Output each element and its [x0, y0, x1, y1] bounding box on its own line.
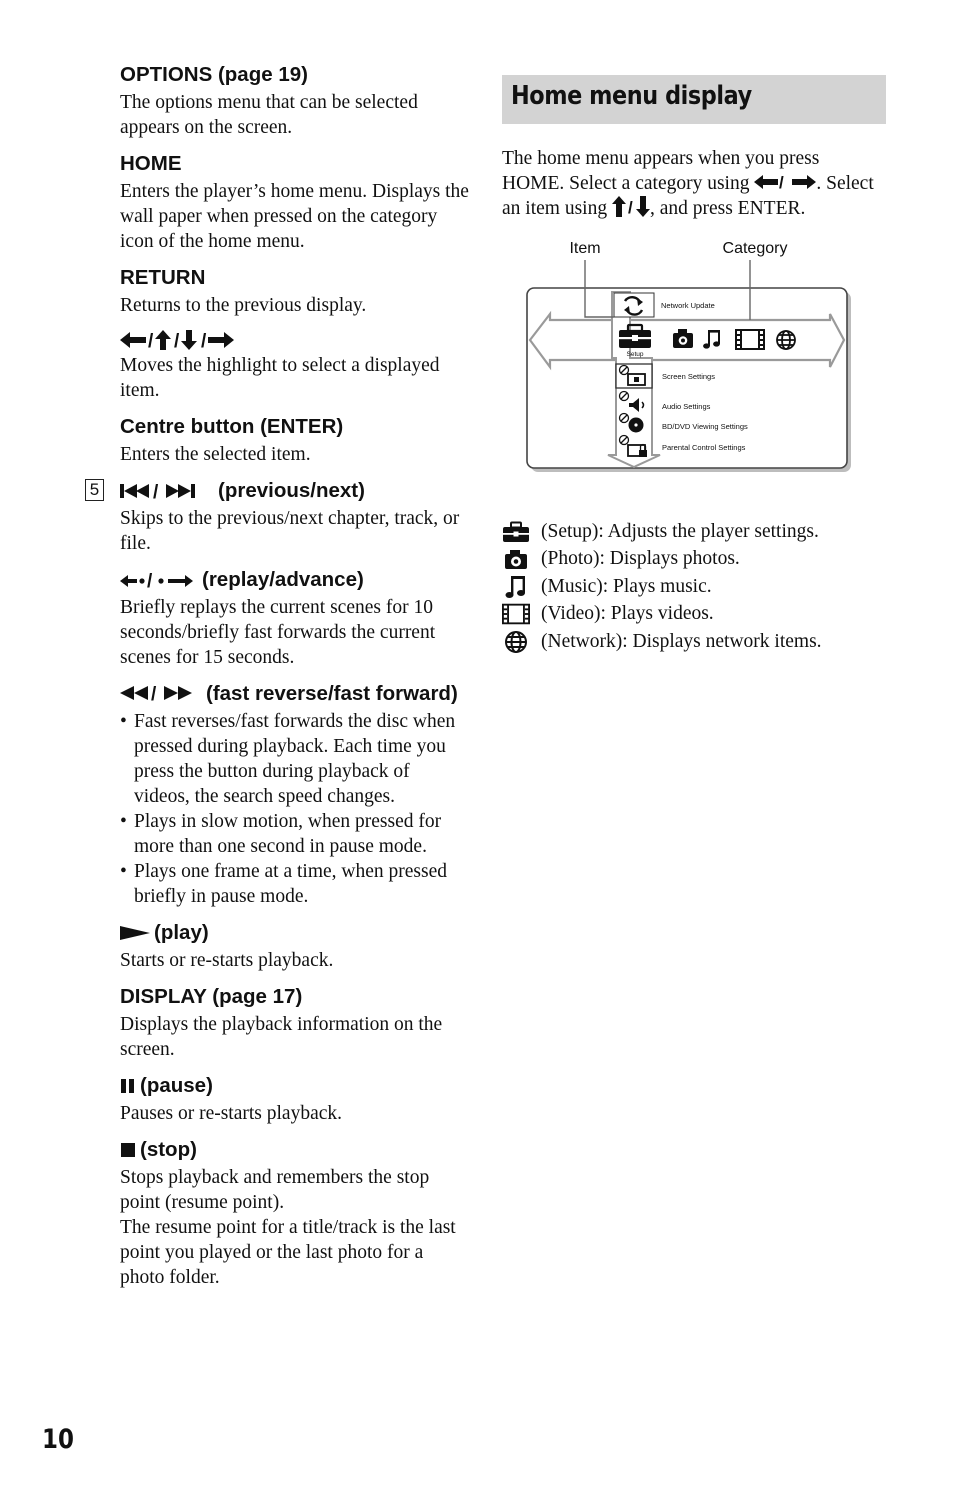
replay-advance-label: (replay/advance) [202, 568, 364, 591]
svg-text:/: / [153, 482, 159, 501]
play-icon [120, 923, 150, 943]
stop-section [120, 1137, 470, 1290]
legend-network-text: (Network): Displays network items. [541, 630, 822, 652]
list-item [502, 518, 902, 546]
list-item [502, 573, 902, 601]
play-section [120, 920, 470, 973]
home-menu-diagram [502, 230, 886, 490]
list-item [502, 628, 902, 656]
network-globe-icon [502, 630, 530, 654]
legend-photo-text: (Photo): Displays photos. [541, 548, 740, 570]
fast-label: (fast reverse/fast forward) [206, 682, 458, 705]
left-up-down-right-arrows-icon [120, 329, 234, 351]
prev-next-description: Skips to the previous/next chapter, track, or file. [120, 508, 460, 554]
return-heading: RETURN [120, 266, 206, 289]
centre-heading: Centre button (ENTER) [120, 415, 344, 438]
stop-resume-note: The resume point for a title/track is the last point you played or the last photo for a photo folder. [120, 1217, 456, 1288]
svg-text:/: / [174, 331, 180, 351]
intro-text-3: , and press ENTER. [649, 198, 806, 219]
stop-description: Stops playback and remembers the stop point (resume point). [120, 1167, 430, 1213]
category-legend [502, 518, 902, 656]
item-audio-settings: Audio Settings [662, 402, 711, 411]
options-description: The options menu that can be selected appears on the screen. [120, 92, 418, 138]
pause-section [120, 1073, 470, 1126]
item-parental-control-settings: Parental Control Settings [662, 443, 746, 452]
arrows-section [120, 329, 470, 403]
stop-heading [120, 1137, 470, 1163]
pause-description: Pauses or re-starts playback. [120, 1103, 343, 1124]
network-update-label: Network Update [661, 301, 715, 310]
previous-next-icon [120, 481, 214, 501]
replay-advance-heading [120, 567, 470, 593]
music-note-icon [502, 575, 530, 599]
pause-label: (pause) [140, 1074, 213, 1097]
list-item: • Fast reverses/fast forwards the disc when pressed during playback. Each time you press the button during playback of videos, the search speed changes. [120, 709, 470, 809]
replay-advance-section [120, 567, 470, 670]
legend-music-text: (Music): Plays music. [541, 575, 712, 597]
display-section [120, 984, 470, 1062]
arrows-heading [120, 329, 470, 351]
fast-heading [120, 681, 470, 707]
options-section [120, 62, 470, 140]
item-callout-label: Item [569, 240, 601, 257]
up-down-arrows-icon [612, 196, 650, 217]
fast-bullet-list [120, 709, 470, 909]
return-description: Returns to the previous display. [120, 295, 367, 316]
replay-advance-icon [120, 570, 198, 590]
legend-setup-text: (Setup): Adjusts the player settings. [541, 520, 819, 542]
stop-icon [120, 1141, 136, 1159]
setup-toolbox-icon [502, 520, 530, 544]
step-number-box: 5 [85, 479, 104, 501]
list-item: • Plays one frame at a time, when pressed briefly in pause mode. [120, 859, 470, 909]
home-section [120, 151, 470, 254]
home-description: Enters the player’s home menu. Displays the wall paper when pressed on the category icon of the home menu. [120, 181, 469, 252]
item-bd-dvd-viewing-settings: BD/DVD Viewing Settings [662, 422, 748, 431]
section-title-bar [502, 75, 886, 124]
setup-category-label: Setup [626, 351, 644, 358]
options-heading: OPTIONS (page 19) [120, 63, 308, 86]
pause-icon [120, 1077, 136, 1095]
item-screen-settings: Screen Settings [662, 372, 715, 381]
play-heading [120, 920, 470, 946]
home-menu-screen-illustration [502, 230, 886, 490]
fast-section [120, 681, 470, 909]
display-heading: DISPLAY (page 17) [120, 985, 303, 1008]
category-callout-label: Category [722, 240, 788, 257]
return-section [120, 265, 470, 318]
svg-text:/: / [151, 684, 157, 703]
intro-text-2: . Select an item using [502, 173, 874, 219]
play-label: (play) [154, 921, 209, 944]
play-description: Starts or re-starts playback. [120, 950, 334, 971]
photo-camera-icon [502, 547, 530, 571]
arrows-description: Moves the highlight to select a displayed item. [120, 355, 440, 401]
list-item [502, 546, 902, 574]
prev-next-section [89, 478, 470, 556]
intro-text-1: The home menu appears when you press HOME. Select a category using [502, 148, 820, 194]
section-title: Home menu display [511, 81, 752, 111]
list-item: • Plays in slow motion, when pressed for more than one second in pause mode. [120, 809, 470, 859]
left-right-arrows-icon [754, 174, 816, 190]
list-item [502, 601, 902, 629]
fast-reverse-forward-icon [120, 683, 202, 703]
centre-description: Enters the selected item. [120, 444, 311, 465]
svg-text:/: / [201, 331, 207, 351]
svg-text:/: / [779, 174, 785, 190]
video-film-icon [502, 602, 530, 626]
centre-section [120, 414, 470, 467]
prev-next-heading [120, 478, 470, 504]
page-number: 10 [42, 1424, 74, 1455]
right-column [502, 75, 886, 221]
home-heading: HOME [120, 152, 182, 175]
pause-heading [120, 1073, 470, 1099]
svg-text:/: / [627, 198, 633, 217]
left-column [89, 62, 470, 1301]
svg-text:/: / [147, 571, 153, 590]
replay-advance-description: Briefly replays the current scenes for 10 seconds/briefly fast forwards the current scenes for 15 seconds. [120, 597, 436, 668]
prev-next-label: (previous/next) [218, 479, 365, 502]
stop-label: (stop) [140, 1138, 197, 1161]
legend-video-text: (Video): Plays videos. [541, 603, 714, 625]
svg-text:/: / [148, 331, 154, 351]
home-menu-intro [502, 146, 886, 221]
display-description: Displays the playback information on the screen. [120, 1014, 443, 1060]
